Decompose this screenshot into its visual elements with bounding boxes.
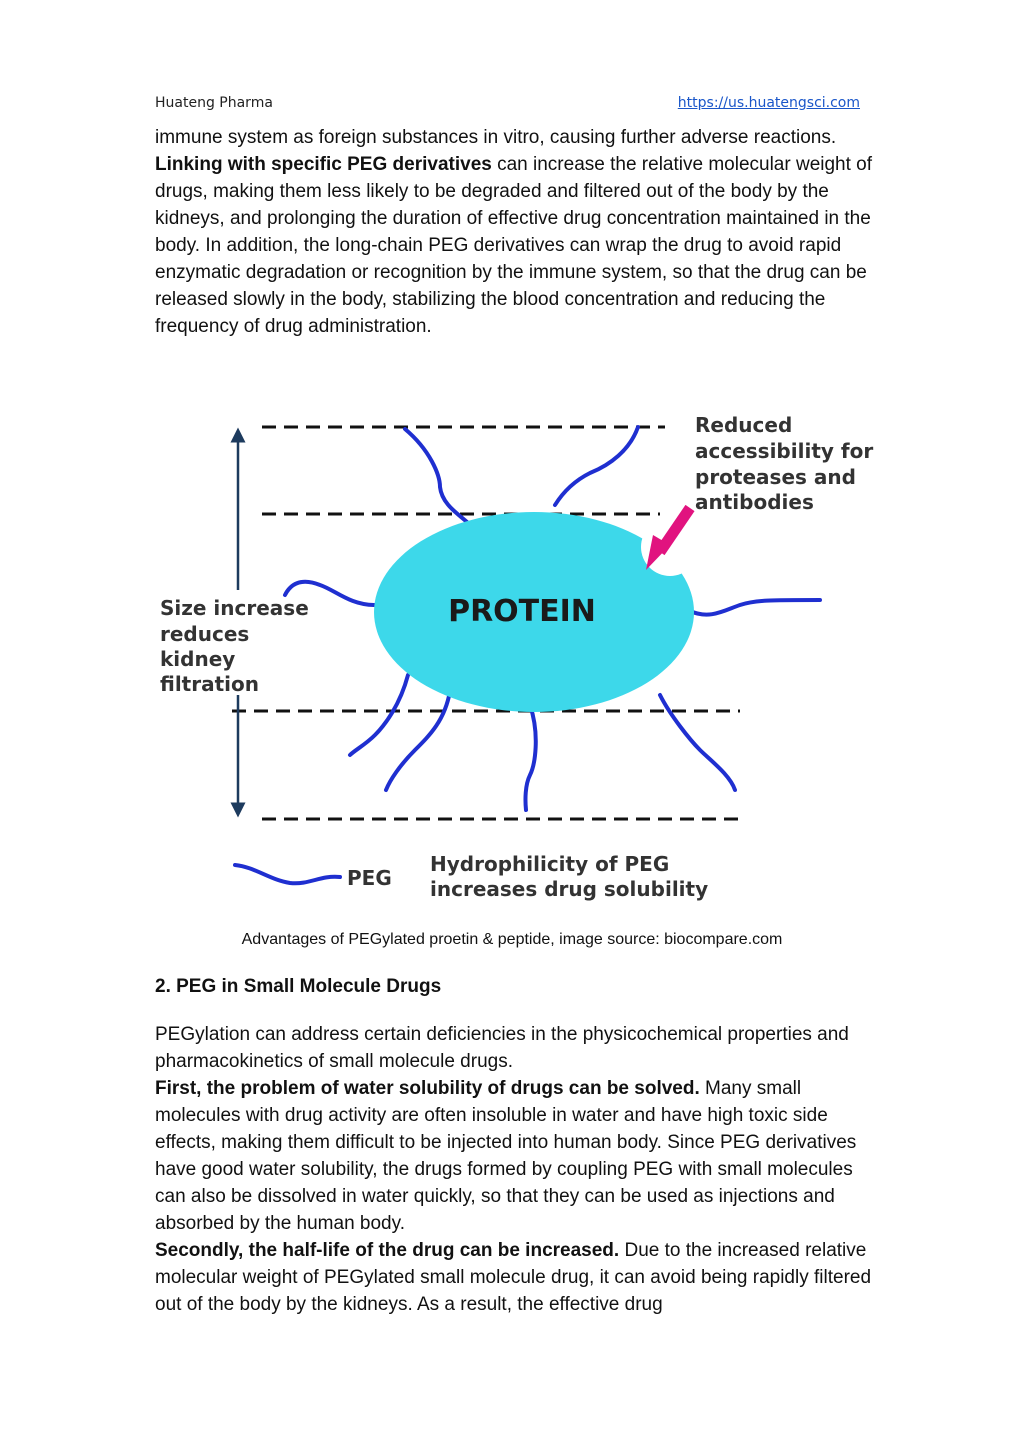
- protein-label: PROTEIN: [448, 594, 596, 629]
- header-brand: Huateng Pharma: [155, 95, 273, 111]
- pegylation-diagram: [150, 405, 875, 915]
- peg-chain: [405, 429, 468, 523]
- bold-lead: Linking with specific PEG derivatives: [155, 154, 492, 175]
- figure-caption: Advantages of PEGylated proetin & peptide, image source: biocompare.com: [241, 931, 783, 948]
- header-url-link[interactable]: https://us.huatengsci.com: [677, 95, 860, 111]
- peg-legend-label: PEG: [347, 866, 392, 890]
- bold-lead: First, the problem of water solubility of drugs can be solved.: [155, 1078, 700, 1099]
- peg-chain: [690, 600, 820, 615]
- peg-legend-chain: [235, 865, 340, 883]
- reduced-accessibility-label: Reduced accessibility for proteases and antibodies: [695, 413, 874, 514]
- page-header: [155, 95, 860, 117]
- size-increase-label: Size increase reduces kidney filtration: [160, 596, 309, 696]
- paragraph-solubility: [155, 1075, 875, 1237]
- hydrophilicity-label: Hydrophilicity of PEG increases drug solubility: [430, 852, 709, 901]
- paragraph-text: Due to the increased relative molecular weight of PEGylated small molecule drug, it can avoid being rapidly filtered out of the body by the kidneys. As a result, the effective drug: [155, 1240, 872, 1315]
- paragraph-intro: PEGylation can address certain deficiencies in the physicochemical properties and pharmacokinetics of small molecule drugs.: [155, 1024, 849, 1072]
- body-top: [155, 124, 875, 340]
- paragraph-half-life: [155, 1237, 875, 1318]
- peg-chain: [350, 675, 408, 755]
- bold-lead: Secondly, the half-life of the drug can be increased.: [155, 1240, 620, 1261]
- paragraph-text: Many small molecules with drug activity are often insoluble in water and have high toxic side effects, making them difficult to be injected into human body. Since PEG derivatives have good water solubility, the drugs formed by coupling PEG with small molecules can also be dissolved in water quickly, so that they can be used as injections and absorbed by the human body.: [155, 1078, 857, 1234]
- peg-chain: [555, 427, 638, 505]
- body-bottom: [155, 1021, 875, 1318]
- paragraph-continuation: immune system as foreign substances in vitro, causing further adverse reactions.: [155, 127, 837, 148]
- peg-chain: [660, 695, 735, 790]
- peg-chain: [525, 705, 535, 810]
- section-title: 2. PEG in Small Molecule Drugs: [155, 976, 442, 997]
- paragraph-peg-linking: [155, 151, 875, 340]
- pegylation-figure: [150, 405, 875, 915]
- paragraph-text: can increase the relative molecular weight of drugs, making them less likely to be degraded and filtered out of the body by the kidneys, and prolonging the duration of effective drug concentration maintained in the body. In addition, the long-chain PEG derivatives can wrap the drug to avoid rapid enzymatic degradation or recognition by the immune system, so that the drug can be released slowly in the body, stabilizing the blood concentration and reducing the frequency of drug administration.: [155, 154, 873, 337]
